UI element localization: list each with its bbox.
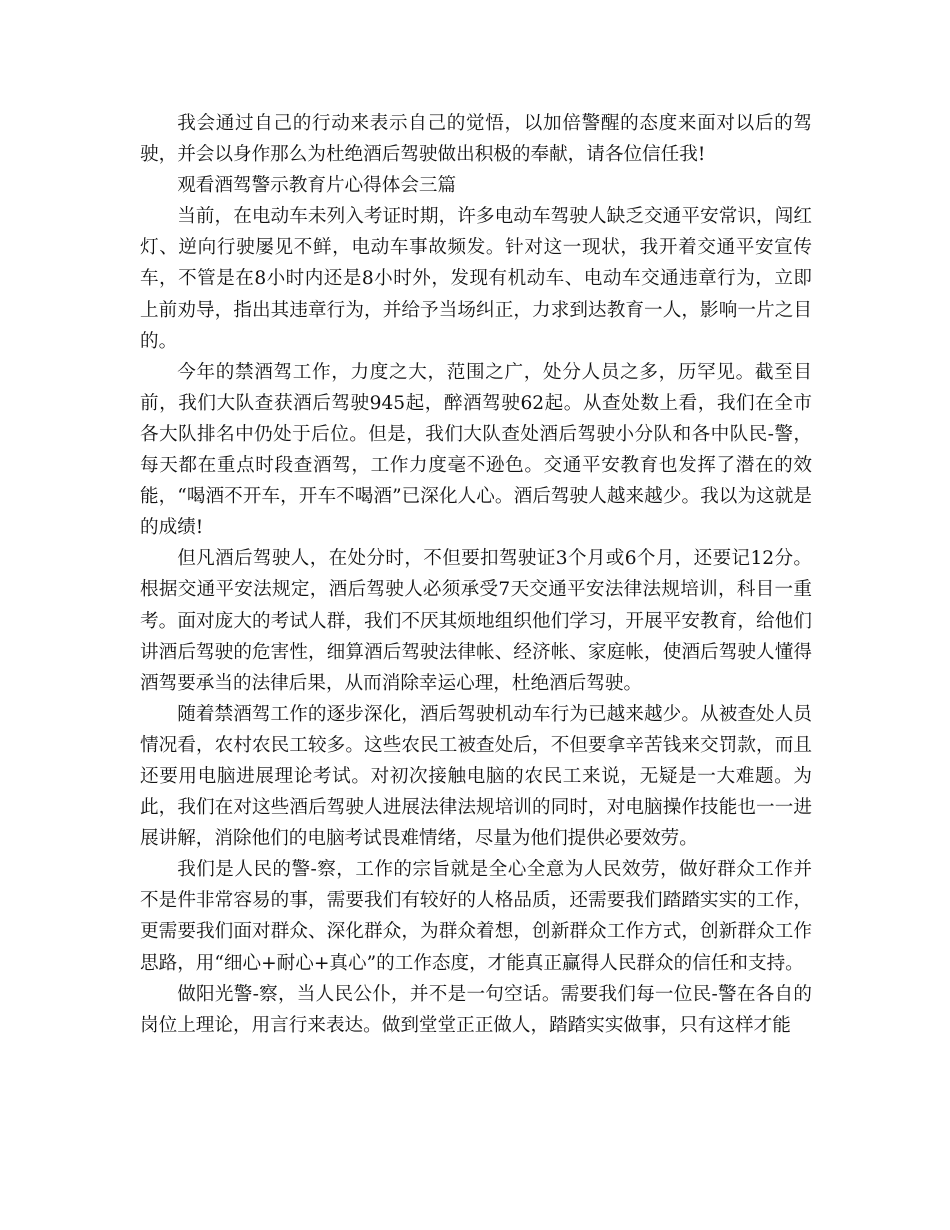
section-title: 观看酒驾警示教育片心得体会三篇 xyxy=(177,175,457,197)
paragraph-penalties-training: 但凡酒后驾驶人，在处分时，不但要扣驾驶证3个月或6个月，还要记12分。根据交通平安法规定，酒后驾驶人必须承受7天交通平安法律法规培训，科目一重考。面对庞大的考试人群，我们不厌其烦地组织他们学习，开展平安教育，给他们讲酒后驾驶的危害性，细算酒后驾驶法律帐、经济帐、家庭帐，使酒后驾驶人懂得酒驾要承当的法律后果，从而消除幸运心理，杜绝酒后驾驶。 xyxy=(140,548,812,694)
paragraph-migrant-workers: 随着禁酒驾工作的逐步深化，酒后驾驶机动车行为已越来越少。从被查处人员情况看，农村农民工较多。这些农民工被查处后，不但要拿辛苦钱来交罚款，而且还要用电脑进展理论考试。对初次接触电脑的农民工来说，无疑是一大难题。为此，我们在对这些酒后驾驶人进展法律法规培训的同时，对电脑操作技能也一一进展讲解，消除他们的电脑考试畏难情绪，尽量为他们提供必要效劳。 xyxy=(140,703,812,850)
paragraph-police-service: 我们是人民的警-察，工作的宗旨就是全心全意为人民效劳，做好群众工作并不是件非常容易的事，需要我们有较好的人格品质，还需要我们踏踏实实的工作，更需要我们面对群众、深化群众，为群众着想，创新群众工作方式，创新群众工作思路，用“细心+耐心+真心”的工作态度，才能真正赢得人民群众的信任和支持。 xyxy=(140,859,812,974)
paragraph-drunk-driving-campaign: 今年的禁酒驾工作，力度之大，范围之广，处分人员之多，历罕见。截至目前，我们大队查获酒后驾驶945起，醉酒驾驶62起。从查处数上看，我们在全市各大队排名中仍处于后位。但是，我们大队查处酒后驾驶小分队和各中队民-警，每天都在重点时段查酒驾，工作力度毫不逊色。交通平安教育也发挥了潜在的效能，“喝酒不开车，开车不喝酒”已深化人心。酒后驾驶人越来越少。我以为这就是的成绩! xyxy=(140,361,812,539)
document-page xyxy=(140,108,812,1041)
paragraph-sunshine-police: 做阳光警-察，当人民公仆，并不是一句空话。需要我们每一位民-警在各自的岗位上理论，用言行来表达。做到堂堂正正做人，踏踏实实做事，只有这样才能 xyxy=(140,983,812,1036)
paragraph-electric-vehicle: 当前，在电动车未列入考证时期，许多电动车驾驶人缺乏交通平安常识，闯红灯、逆向行驶屡见不鲜，电动车事故频发。针对这一现状，我开着交通平安宣传车，不管是在8小时内还是8小时外，发现有机动车、电动车交通违章行为，立即上前劝导，指出其违章行为，并给予当场纠正，力求到达教育一人，影响一片之目的。 xyxy=(140,206,812,352)
paragraph-closing-pledge: 我会通过自己的行动来表示自己的觉悟，以加倍警醒的态度来面对以后的驾驶，并会以身作那么为杜绝酒后驾驶做出积极的奉献，请各位信任我! xyxy=(140,113,812,166)
